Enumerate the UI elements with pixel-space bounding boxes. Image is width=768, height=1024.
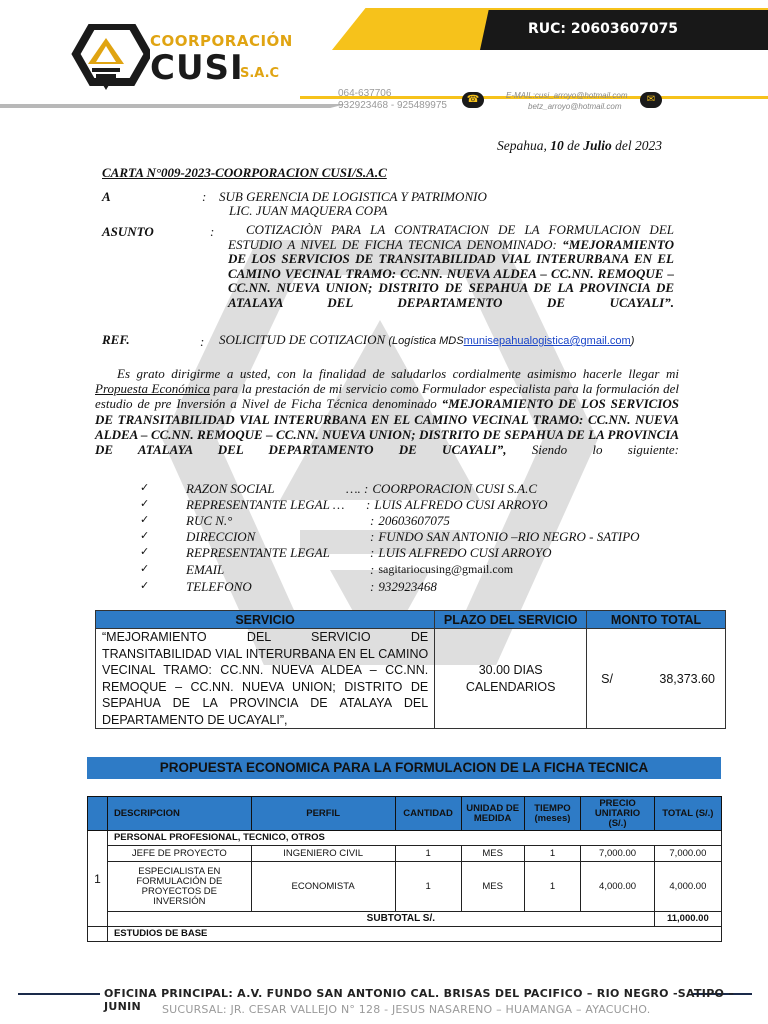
detail-label: RAZON SOCIAL bbox=[186, 481, 275, 496]
service-description: “MEJORAMIENTO DEL SERVICIO DE TRANSITABILIDAD VIAL INTERURBANA EN EL CAMINO VECINAL TRAMO: CC.NN. NUEVA ALDEA – CC.NN. REMOQUE – CC.NN. NUEVA UNION; DISTRITO DE SEPAHUA DE LA PROVINCIA DE ATALAYA DEL DEPARTAMENTO DE UCAYALI”, bbox=[96, 629, 435, 729]
row2-precio: 4,000.00 bbox=[581, 862, 654, 912]
brand-name-suffix: S.A.C bbox=[240, 66, 280, 81]
detail-value: 932923468 bbox=[378, 579, 437, 594]
col-total: TOTAL (S/.) bbox=[654, 797, 721, 831]
col-servicio: SERVICIO bbox=[96, 611, 435, 629]
list-item bbox=[140, 579, 437, 595]
detail-value: LUIS ALFREDO CUSI ARROYO bbox=[378, 545, 552, 560]
detail-value: FUNDO SAN ANTONIO –RIO NEGRO - SATIPO bbox=[378, 529, 640, 544]
phone-icon: ☎ bbox=[462, 92, 484, 108]
subject-intro: COTIZACIÒN PARA LA CONTRATACION DE LA FORMULACION DEL ESTUDIO A NIVEL DE FICHA TECNICA DENOMINADO: bbox=[228, 222, 674, 252]
detail-separator: : bbox=[370, 545, 375, 560]
subject-colon: : bbox=[210, 224, 215, 239]
row2-total: 4,000.00 bbox=[654, 862, 721, 912]
footer-line-left bbox=[18, 993, 100, 995]
check-icon: ✓ bbox=[140, 497, 150, 510]
row2-unidad: MES bbox=[461, 862, 524, 912]
footer-branch-office: SUCURSAL: JR. CESAR VALLEJO N° 128 - JESUS NASARENO – HUAMANGA – AYACUCHO. bbox=[162, 1003, 651, 1016]
col-plazo: PLAZO DEL SERVICIO bbox=[435, 611, 587, 629]
table-row bbox=[88, 862, 722, 912]
row1-total: 7,000.00 bbox=[654, 846, 721, 862]
check-icon: ✓ bbox=[140, 562, 150, 575]
date-year: del 2023 bbox=[615, 138, 663, 153]
addressee-label: A bbox=[102, 189, 111, 204]
ruc-number: RUC: 20603607075 bbox=[528, 21, 679, 37]
brand-name-line1: COORPORACIÓN bbox=[150, 32, 293, 50]
subject-project-name: “MEJORAMIENTO DE LOS SERVICIOS DE TRANSITABILIDAD VIAL INTERURBANA EN EL CAMINO VECINAL TRAMO: CC.NN. NUEVA ALDEA – CC.NN. REMOQUE – CC.NN. NUEVA UNION; DISTRITO DE SEPAHUA DE LA PROVINCIA DE ATALAYA DEL DEPARTAMENTO DE UCAYALI”. bbox=[228, 236, 675, 310]
detail-value: 20603607075 bbox=[378, 513, 450, 528]
detail-separator: : bbox=[366, 497, 371, 512]
subject-text bbox=[228, 223, 674, 310]
phone-line-2: 932923468 - 925489975 bbox=[338, 100, 447, 111]
date-de: de bbox=[567, 138, 580, 153]
row1-perfil: INGENIERO CIVIL bbox=[251, 846, 395, 862]
section-estudios: ESTUDIOS DE BASE bbox=[107, 927, 721, 942]
list-item bbox=[140, 545, 552, 561]
para-part2: para la prestación de mi servicio como Formulador especialista para la formulación del estudio de pre Inversión a Nivel de Ficha Técnica denominado bbox=[95, 381, 679, 412]
list-item bbox=[140, 481, 537, 497]
detail-label: TELEFONO bbox=[186, 579, 252, 594]
list-item bbox=[140, 529, 640, 545]
row2-perfil: ECONOMISTA bbox=[251, 862, 395, 912]
budget-table bbox=[87, 796, 722, 942]
check-icon: ✓ bbox=[140, 579, 150, 592]
col-monto: MONTO TOTAL bbox=[587, 611, 726, 629]
phone-numbers bbox=[338, 88, 447, 112]
para-underlined: Propuesta Económica bbox=[95, 381, 210, 397]
detail-label: DIRECCION bbox=[186, 529, 256, 544]
col-descripcion: DESCRIPCION bbox=[107, 797, 251, 831]
row2-descripcion: ESPECIALISTA EN FORMULACIÓN DE PROYECTOS DE INVERSIÓN bbox=[107, 862, 251, 912]
row2-tiempo: 1 bbox=[524, 862, 581, 912]
table-row bbox=[88, 846, 722, 862]
detail-separator: : bbox=[370, 513, 375, 528]
reference-logistics: (Logística MDS bbox=[388, 335, 464, 347]
detail-separator: : bbox=[370, 529, 375, 544]
email-addresses bbox=[506, 90, 628, 112]
reference-colon: : bbox=[200, 334, 205, 349]
detail-value: sagitariocusing@gmail.com bbox=[378, 562, 514, 576]
service-monto-cell bbox=[587, 629, 726, 729]
mail-icon: ✉ bbox=[640, 92, 662, 108]
subject-label: ASUNTO bbox=[102, 224, 154, 239]
list-item bbox=[140, 497, 548, 513]
subtotal-label: SUBTOTAL S/. bbox=[107, 912, 654, 927]
letter-title: CARTA N°009-2023-COORPORACION CUSI/S.A.C bbox=[102, 165, 387, 180]
col-unidad: UNIDAD DE MEDIDA bbox=[461, 797, 524, 831]
brand-name-line2: CUSI bbox=[150, 48, 244, 88]
row1-cantidad: 1 bbox=[395, 846, 461, 862]
detail-separator: …. : bbox=[346, 481, 369, 496]
subtotal-value: 11,000.00 bbox=[654, 912, 721, 927]
date-month: Julio bbox=[583, 138, 612, 153]
date-prefix: Sepahua, bbox=[497, 138, 547, 153]
col-precio: PRECIO UNITARIO (S/.) bbox=[581, 797, 654, 831]
row1-unidad: MES bbox=[461, 846, 524, 862]
para-part1: Es grato dirigirme a usted, con la finalidad de saludarlos cordialmente asimismo hacerle llegar mi bbox=[117, 366, 679, 381]
proposal-title: PROPUESTA ECONOMICA PARA LA FORMULACION DE LA FICHA TECNICA bbox=[87, 757, 721, 779]
reference-email-link[interactable]: munisepahualogistica@gmail.com bbox=[463, 335, 631, 347]
detail-separator: : bbox=[370, 562, 375, 577]
email-line-1: E-MAIL:cusi_arroyo@hotmail.com bbox=[506, 91, 628, 100]
col-tiempo: TIEMPO (meses) bbox=[524, 797, 581, 831]
row1-tiempo: 1 bbox=[524, 846, 581, 862]
date-day: 10 bbox=[550, 138, 564, 153]
check-icon: ✓ bbox=[140, 513, 150, 526]
detail-label: REPRESENTANTE LEGAL bbox=[186, 545, 330, 560]
detail-label: EMAIL bbox=[186, 562, 225, 577]
email-line-2: betz_arroyo@hotmail.com bbox=[528, 102, 622, 111]
check-icon: ✓ bbox=[140, 529, 150, 542]
row1-precio: 7,000.00 bbox=[581, 846, 654, 862]
service-monto: 38,373.60 bbox=[659, 671, 715, 686]
check-icon: ✓ bbox=[140, 481, 150, 494]
detail-separator: : bbox=[370, 579, 375, 594]
para-project-name: “MEJORAMIENTO DE LOS SERVICIOS DE TRANSITABILIDAD VIAL INTERURBANA EN EL CAMINO VECINAL TRAMO: CC.NN. NUEVA ALDEA – CC.NN. REMOQUE – CC.NN. NUEVA UNION; DISTRITO DE SEPAHUA DE LA PROVINCIA DE ATALAYA DEL DEPARTAMENTO DE UCAYALI”, bbox=[95, 396, 680, 458]
detail-label: RUC N.° bbox=[186, 513, 233, 528]
letter-date bbox=[497, 138, 662, 154]
section-personal: PERSONAL PROFESIONAL, TECNICO, OTROS bbox=[107, 831, 721, 846]
item-number: 1 bbox=[88, 831, 108, 927]
addressee-colon: : bbox=[202, 189, 207, 204]
detail-value: LUIS ALFREDO CUSI ARROYO bbox=[374, 497, 548, 512]
list-item bbox=[140, 562, 513, 578]
phone-line-1: 064-637706 bbox=[338, 88, 392, 99]
reference-close: ) bbox=[630, 335, 635, 347]
reference-main: SOLICITUD DE COTIZACION bbox=[219, 332, 386, 347]
col-cantidad: CANTIDAD bbox=[395, 797, 461, 831]
list-item bbox=[140, 513, 450, 529]
col-perfil: PERFIL bbox=[251, 797, 395, 831]
company-logo-icon bbox=[62, 24, 150, 104]
empty-item-cell bbox=[88, 927, 108, 942]
col-item bbox=[88, 797, 108, 831]
para-part3: Siendo lo siguiente: bbox=[506, 442, 679, 458]
body-paragraph bbox=[95, 366, 679, 457]
detail-label: REPRESENTANTE LEGAL … bbox=[186, 497, 345, 512]
addressee-line-1: SUB GERENCIA DE LOGISTICA Y PATRIMONIO bbox=[219, 189, 487, 204]
service-table bbox=[95, 610, 726, 729]
detail-value: COORPORACION CUSI S.A.C bbox=[372, 481, 538, 496]
reference-text bbox=[219, 332, 634, 348]
footer-main-office: OFICINA PRINCIPAL: A.V. FUNDO SAN ANTONIO CAL. BRISAS DEL PACIFICO – RIO NEGRO -SATIPO – JUNIN bbox=[104, 987, 735, 1013]
reference-label: REF. bbox=[102, 332, 130, 347]
check-icon: ✓ bbox=[140, 545, 150, 558]
row2-cantidad: 1 bbox=[395, 862, 461, 912]
row1-descripcion: JEFE DE PROYECTO bbox=[107, 846, 251, 862]
addressee-line-2: LIC. JUAN MAQUERA COPA bbox=[229, 203, 388, 218]
currency-symbol: S/ bbox=[601, 671, 613, 686]
service-plazo: 30.00 DIAS CALENDARIOS bbox=[435, 629, 587, 729]
